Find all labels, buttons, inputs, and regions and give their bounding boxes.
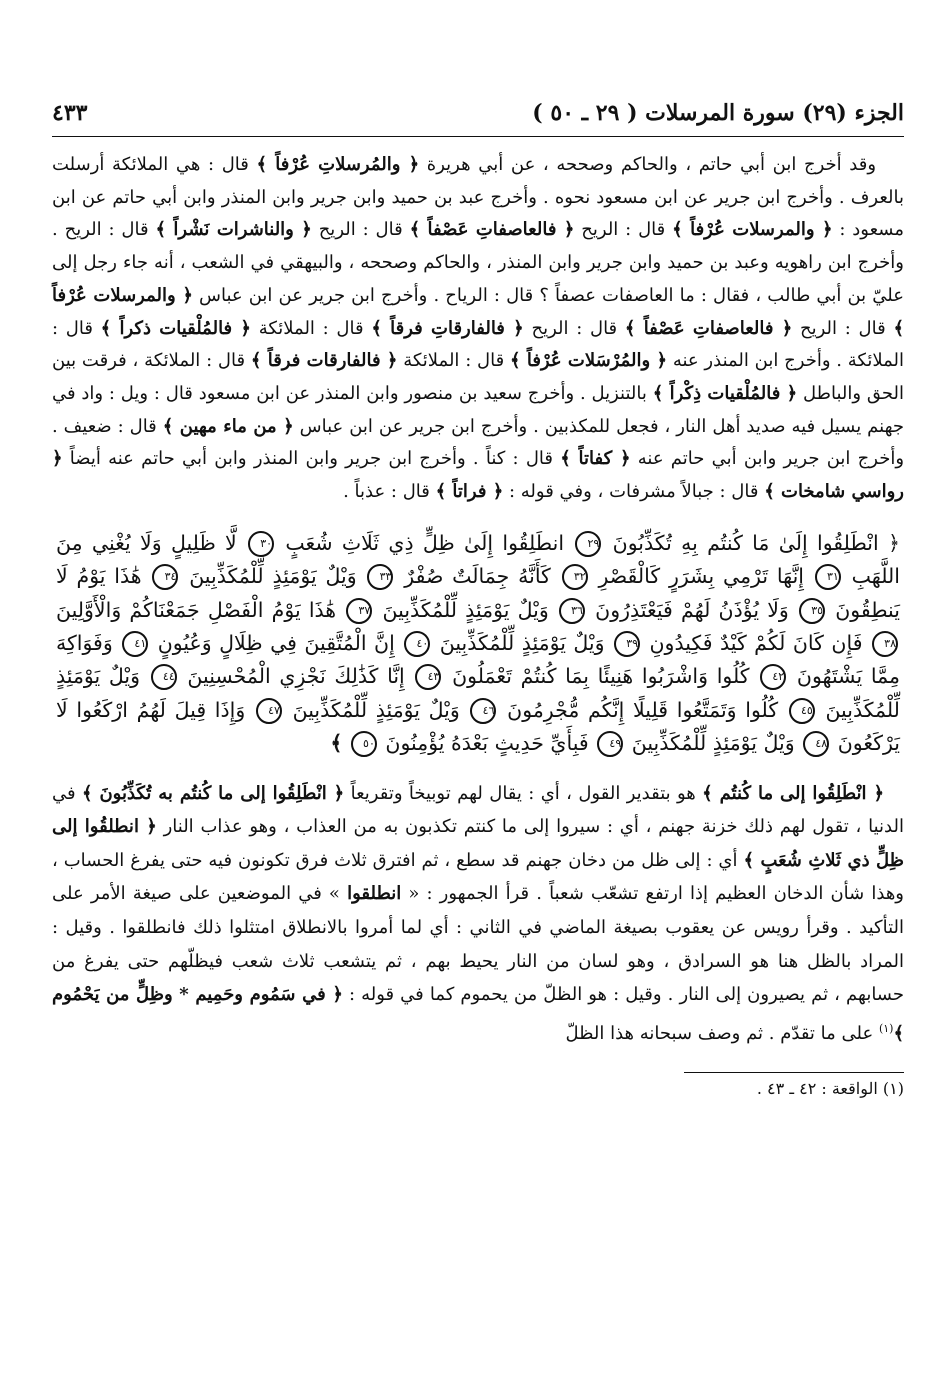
verse-number-marker: ٣٤: [152, 564, 178, 590]
quran-quote: ﴿ انْطَلِقُوا إلى ما كُنتُم ﴾: [702, 782, 885, 804]
text-run: قال : كناً . وأخرج ابن جرير وابن المنذر وابن أبي حاتم عنه أيضاً: [62, 448, 561, 470]
verse-number-marker: ٣٢: [562, 564, 588, 590]
verse-text: وَإِذَا قِيلَ لَهُمُ ارْكَعُوا لَا يَرْكَعُونَ: [56, 697, 900, 756]
quran-quote: ﴿ فالمُلْقيات ذكراً ﴾: [100, 317, 251, 339]
verse-text: هَٰذَا يَوْمُ الْفَصْلِ جَمَعْنَاكُمْ وَالْأَوَّلِينَ: [56, 597, 337, 622]
verse-text: كُلُوا وَتَمَتَّعُوا قَلِيلًا إِنَّكُم مُّجْرِمُونَ: [507, 697, 779, 722]
verse-list: [56, 531, 900, 755]
quran-quote: ﴿ في سَمُوم وحَمِيم * وظِلٍّ من يَحْمُوم ﴾: [52, 984, 904, 1044]
verses-closing-bracket: ﴾: [330, 731, 343, 756]
verse-text: وَيْلٌ يَوْمَئِذٍ لِّلْمُكَذِّبِينَ: [189, 564, 357, 589]
verse-text: إِنَّ الْمُتَّقِينَ فِي ظِلَالٍ وَعُيُونٍ: [157, 630, 395, 655]
page-header: [52, 100, 904, 134]
quran-quote: ﴿ والناشرات نَشْراً ﴾: [155, 219, 312, 241]
verse-number-marker: ٣٦: [559, 598, 585, 624]
text-run: قال : الريح: [523, 317, 625, 339]
text-run: » في الموضعين على صيغة الأمر على التأكيد . وقرأ رويس عن يعقوب بصيغة الماضي في الثاني : أي لما أمروا بالانطلاق امتثلوا ذلك فانطلقوا . وقيل : المراد بالظل هنا هو السرادق ، وهو لسان من النار يحيط بهم ، ثم يتشعب ثلاث شعب فيظلّهم حتى يفرغ من حسابهم ، ثم يصيرون إلى النار . وقيل : هو الظلّ من يحموم كما في قوله :: [52, 883, 904, 1006]
verse-text: وَيْلٌ يَوْمَئِذٍ لِّلْمُكَذِّبِينَ: [631, 731, 795, 756]
verse-text: إِنَّهَا تَرْمِي بِشَرَرٍ كَالْقَصْرِ: [598, 564, 804, 589]
text-run: وقد أخرج ابن أبي حاتم ، والحاكم وصححه ، عن أبي هريرة: [419, 154, 877, 175]
text-run: قال : الملائكة ، فرقت بين الحق والباطل: [52, 350, 904, 404]
verse-text: لَّا ظَلِيلٍ وَلَا يُغْنِي مِنَ اللَّهَبِ: [56, 530, 900, 589]
text-run: قال : هي الملائكة أرسلت بالعرف . وأخرج ابن جرير عن ابن مسعود نحوه . وأخرج عبد بن حميد وابن جرير وابن المنذر وابن أبي حاتم عن ابن مسعود :: [52, 154, 904, 241]
text-run: هو بتقدير القول ، أي : يقال لهم توبيخاً وتقريعاً: [344, 782, 703, 804]
text-run: قال : جبالاً مشرفات ، وفي قوله :: [503, 481, 765, 503]
text-run: قال : الملائكة: [250, 317, 372, 339]
quran-quote: ﴿ رواسي شامخات ﴾: [52, 448, 904, 503]
page-number: ٤٣٣: [52, 100, 88, 126]
verse-text: ﴿ انْطَلِقُوا إِلَىٰ مَا كُنتُم بِهِ تُكَذِّبُونَ: [612, 530, 900, 555]
verse-text: وَيْلٌ يَوْمَئِذٍ لِّلْمُكَذِّبِينَ: [382, 597, 549, 622]
verse-number-marker: ٤٢: [760, 664, 786, 690]
text-run: بالتنزيل . وأخرج سعيد بن منصور وابن المنذر عن ابن مسعود قال : ويل : واد في جهنم يسيل فيه صديد أهل النار ، فجعل للمكذبين . وأخرج ابن جرير عن ابن عباس: [52, 382, 905, 437]
verse-number-marker: ٣٧: [346, 598, 372, 624]
text-run: قال : الريح: [792, 317, 894, 339]
text-run: أي : إلى ظل من دخان جهنم قد سطع ، ثم افترق ثلاث فرق تكونون فيه حتى يفرغ الحساب ، وهذا شأن الدخان العظيم إذا ارتفع تشعّب شعباً . قرأ الجمهور : «: [52, 849, 904, 905]
commentary-paragraph-1: [52, 149, 904, 509]
footnote-rule: [684, 1072, 904, 1073]
quran-quote: ﴿ فالفارقاتِ فرقاً ﴾: [371, 317, 524, 339]
quran-quote: ﴿ انطلقُوا إلى ظِلٍّ ذي ثَلاثِ شُعَبٍ ﴾: [52, 816, 904, 871]
text-run: قال : الريح: [311, 219, 410, 241]
verse-text: وَيْلٌ يَوْمَئِذٍ لِّلْمُكَذِّبِينَ: [56, 664, 900, 722]
verse-number-marker: ٣١: [815, 564, 841, 590]
verse-number-marker: ٤٩: [597, 731, 623, 757]
text-run: قال : عذباً .: [343, 481, 436, 503]
verse-text: إِنَّا كَذَٰلِكَ نَجْزِي الْمُحْسِنِينَ: [187, 664, 405, 689]
header-rule: [52, 136, 904, 137]
verse-number-marker: ٤٥: [789, 698, 815, 724]
verse-number-marker: ٤٣: [415, 664, 441, 690]
verse-text: فَإِن كَانَ لَكُمْ كَيْدٌ فَكِيدُونِ: [649, 630, 863, 655]
page: [52, 100, 904, 1380]
quran-quote: ﴿ والمرسلات عُرْفاً ﴾: [52, 284, 904, 339]
verse-text: وَيْلٌ يَوْمَئِذٍ لِّلْمُكَذِّبِينَ: [292, 697, 460, 722]
verse-number-marker: ٤٠: [404, 631, 430, 657]
quran-quote: ﴿ فالفارقات فرقاً ﴾: [250, 350, 398, 372]
running-title: الجزء (٢٩) سورة المرسلات ( ٢٩ ـ ٥٠ ): [532, 100, 904, 126]
quran-quote: ﴿ فالمُلْقيات ذِكْراً ﴾: [652, 382, 798, 404]
text-run: على ما تقدّم . ثم وصف سبحانه هذا الظلّ: [565, 1022, 879, 1044]
text-run: في الدنيا ، تقول لهم ذلك خزنة جهنم ، أي : سيروا إلى ما كنتم تكذبون به من العذاب ، وهو عذاب النار: [52, 782, 904, 838]
verse-text: كُلُوا وَاشْرَبُوا هَنِيئًا بِمَا كُنتُمْ تَعْمَلُونَ: [452, 664, 750, 689]
verse-text: وَلَا يُؤْذَنُ لَهُمْ فَيَعْتَذِرُونَ: [595, 597, 789, 622]
verse-number-marker: ٤٤: [151, 664, 177, 690]
verse-number-marker: ٣٩: [614, 631, 640, 657]
quran-quote: ﴿ فالعاصفاتِ عَصْفاً ﴾: [624, 317, 793, 339]
verse-number-marker: ٣٠: [248, 531, 274, 557]
text-run: قال : الريح . وأخرج ابن راهويه وعبد بن حميد وابن جرير وابن المنذر ، والحاكم وصححه ، والبيهقي في الشعب ، أنه جاء رجل إلى عليّ بن أبي طالب ، فقال : ما العاصفات عصفاً ؟ قال : الرياح . وأخرج ابن جرير عن ابن عباس: [52, 219, 904, 306]
verse-text: وَفَوَاكِهَ مِمَّا يَشْتَهُونَ: [56, 630, 900, 689]
text-run: قال : الملائكة . وأخرج ابن المنذر عنه: [52, 317, 905, 372]
quran-quote: ﴿ انْطَلِقُوا إلى ما كُنتُم به تُكَذِّبُونَ ﴾: [81, 782, 345, 804]
quran-quote: ﴿ فالعاصفاتِ عَصْفاً ﴾: [409, 219, 575, 241]
text-run: قال : الريح: [574, 219, 673, 241]
verse-number-marker: ٥٠: [351, 731, 377, 757]
verse-number-marker: ٤١: [122, 631, 148, 657]
verse-text: وَيْلٌ يَوْمَئِذٍ لِّلْمُكَذِّبِينَ: [439, 630, 605, 655]
quran-quote: ﴿ والمرسلات عُرْفاً ﴾: [672, 219, 833, 241]
commentary-paragraph-2: [52, 777, 904, 1051]
verse-text: هَٰذَا يَوْمُ لَا يَنطِقُونَ: [56, 564, 900, 622]
footnote-marker: (١): [878, 1021, 894, 1035]
quoted-word: انطلقوا: [347, 883, 402, 905]
verse-number-marker: ٣٨: [872, 631, 898, 657]
verse-text: كَأَنَّهُ جِمَالَتٌ صُفْرٌ: [404, 564, 551, 589]
quran-quote: ﴿ فراتاً ﴾: [435, 481, 504, 503]
text-run: قال : الملائكة: [397, 350, 510, 372]
text-run: قال : ضعيف . وأخرج ابن جرير وابن أبي حاتم عنه: [52, 415, 905, 470]
quran-quote: ﴿ من ماء مهين ﴾: [162, 415, 294, 437]
quran-quote: ﴿ والمُرْسَلات عُرْفاً ﴾: [509, 350, 668, 372]
verse-text: انطَلِقُوا إِلَىٰ ظِلٍّ ذِي ثَلَاثِ شُعَبٍ: [285, 530, 565, 555]
verse-number-marker: ٤٨: [803, 731, 829, 757]
verse-number-marker: ٢٩: [575, 531, 601, 557]
verse-number-marker: ٣٥: [799, 598, 825, 624]
quran-verses-block: [52, 527, 904, 761]
quran-quote: ﴿ والمُرسلاتِ عُرْفاً ﴾: [256, 154, 420, 175]
verse-number-marker: ٤٧: [256, 698, 282, 724]
quran-quote: ﴿ كفاتاً ﴾: [560, 448, 631, 470]
verse-number-marker: ٤٦: [470, 698, 496, 724]
verse-number-marker: ٣٣: [367, 564, 393, 590]
footnote: (١) الواقعة : ٤٢ ـ ٤٣ .: [756, 1079, 904, 1099]
verse-text: فَبِأَيِّ حَدِيثٍ بَعْدَهُ يُؤْمِنُونَ: [385, 731, 589, 756]
